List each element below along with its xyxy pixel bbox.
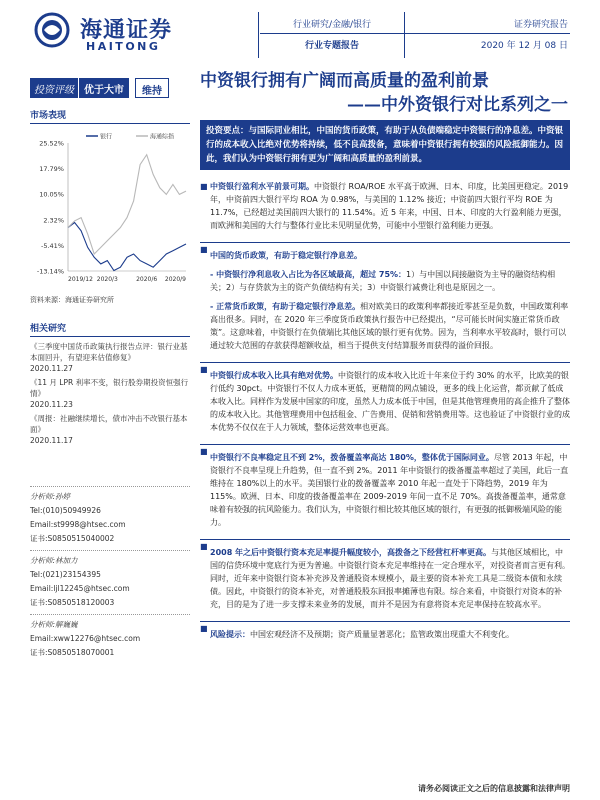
left-sidebar [30,108,190,660]
paragraph-heading: 中资银行盈利水平前景可期。 [210,182,314,191]
analyst-card [30,550,190,610]
analyst-email[interactable]: Email:ljl12245@htsec.com [30,584,130,593]
report-subtitle: ——中外资银行对比系列之一 [347,95,568,115]
paragraph-monetary-policy [200,242,570,352]
footer-disclaimer: 请务必阅读正文之后的信息披露和法律声明 [418,784,570,793]
analyst-cert: 证书:S0850518120003 [30,598,115,607]
series-line-海通综指 [68,155,186,254]
related-section-title: 相关研究 [30,321,190,337]
market-chart [30,129,190,291]
x-tick-label: 2019/12 [68,276,93,283]
y-tick-label: 25.52% [39,139,64,148]
market-chart-svg [30,129,190,291]
investment-rating [30,78,169,98]
related-item-title: 《周报：社融继续增长，债市冲击不改银行基本面》 [30,414,188,434]
header-report-block [481,17,568,51]
logo-english-name: HAITONG [86,40,161,53]
paragraph-body: 中国宏观经济不及预期；资产质量显著恶化；监管政策出现重大不利变化。 [250,630,514,639]
related-item-date: 2020.11.23 [30,400,73,409]
header-category: 行业研究/金融/银行 [292,20,372,30]
related-item[interactable] [30,413,190,446]
investment-summary: 投资要点：与国际同业相比，中国的货币政策，有助于从负债端稳定中资银行的净息差。中资银行的成本收入比绝对优势将持续，低不良高拨备，意味着中资银行拥有较强的风险抵御能力。因此，我们认为中资银行拥有更为广阔和高质量的盈利前景。 [200,120,570,170]
y-tick-label: 2.32% [43,216,64,225]
header-report-label: 证券研究报告 [513,20,568,30]
analyst-list [30,486,190,660]
analyst-card [30,614,190,660]
related-item[interactable] [30,377,190,410]
related-item-date: 2020.11.27 [30,364,73,373]
haitong-seal-logo [34,12,70,48]
analyst-card [30,486,190,546]
sub-point-body: 相对欧美日的政策利率都接近零甚至是负数，中国政策利率高出很多。同时，在 2020 年三季度货币政策执行报告中已经提出，“尽可能长时间实施正常货币政策”。这意味着，中资银行在负债端比其他区域的银行更有优势。因为，当利率水平较高时，银行可以通过较大范围的存款获得超额收益，相当于提供支付结算服务而获得的溢价回报。 [210,302,569,350]
paragraph-risk [200,621,570,641]
paragraph-heading: 中资银行不良率稳定且不到 2%，拨备覆盖率高达 180%，整体优于国际同业。 [210,453,494,462]
paragraph-heading: 中国的货币政策，有助于稳定银行净息差。 [210,251,362,260]
x-tick-label: 2020/6 [136,276,158,283]
header-date: 2020 年 12 月 08 日 [480,41,568,51]
bullet-icon: ■ [200,447,208,456]
sub-point-heading: - 正常货币政策，有助于稳定银行净息差。 [210,302,361,311]
paragraph-cost-income [200,362,570,434]
paragraph-npl [200,444,570,529]
y-tick-label: -13.14% [36,267,64,276]
header-divider [404,12,405,58]
analyst-tel: Tel:(021)23154395 [30,570,101,579]
analyst-name: 分析师:林加力 [30,556,78,565]
header-report-type: 行业专题报告 [304,41,359,51]
rating-direction: 维持 [135,78,169,98]
legend-label: 银行 [100,133,113,141]
bullet-icon: ■ [200,542,208,551]
analyst-email[interactable]: Email:xww12276@htsec.com [30,634,141,643]
bullet-icon: ■ [200,182,208,191]
analyst-tel: Tel:(010)50949926 [30,506,101,515]
y-tick-label: 10.05% [39,190,64,199]
paragraph-heading: 风险提示： [210,630,250,639]
related-item[interactable] [30,341,190,374]
logo-chinese-name: 海通证券 [80,17,173,43]
header-rule [260,33,570,34]
y-tick-label: 17.79% [39,165,64,174]
y-tick-label: -5.41% [41,241,64,250]
report-title: 中资银行拥有广阔而高质量的盈利前景 [200,71,489,91]
main-content [200,120,570,641]
rating-value: 优于大市 [78,78,129,98]
sub-point-heading: - 中资银行净利息收入占比为各区域最高，超过 75%： [210,270,407,279]
market-section-title: 市场表现 [30,108,190,124]
analyst-cert: 证书:S0850518070001 [30,648,115,657]
paragraph-body: 中资银行的成本收入比近十年来位于约 30% 的水平，比欧美的银行低约 30pct。中资银行不仅人力成本更低，更精简的网点铺设，更多的线上化运营，都贡献了低成本收入比。同样作为发展中国家的印度，虽然人力成本低于中国，但是其他管理费用的高企推升了整体的成本收入比。其他管理费用中包括租金、广告费用、促销和营销费用等。这也验证了中资银行业的成本优势不仅仅在于人力领域，整体运营效率也更高。 [210,371,570,432]
analyst-name: 分析师:解巍巍 [30,620,78,629]
sub-point [210,268,570,294]
analyst-email[interactable]: Email:st9998@htsec.com [30,520,126,529]
x-tick-label: 2020/9 [164,276,186,283]
analyst-cert: 证书:S0850515040002 [30,534,115,543]
paragraph-heading: 中资银行成本收入比具有绝对优势。 [210,371,338,380]
paragraph-profitability [200,180,570,232]
sub-point [210,300,570,352]
bullet-icon: ■ [200,365,208,374]
rating-label: 投资评级 [30,78,78,98]
paragraph-body: 中资银行 ROA/ROE 水平高于欧洲、日本、印度，比美国更稳定。2019 年，中资前四大银行平均 ROA 为 0.98%，与美国的 1.12% 接近；中资前四大银行平均 ROE 为 11.7%，已经超过美国前四大银行的 11.54%。近 5 年来，中国、日本、印度的大行盈利能力更强，而欧洲和美国的大行与整体行业比未见明显优势，可能中小型银行盈利能力更强。 [210,182,569,230]
related-research [30,321,190,446]
paragraph-heading: 2008 年之后中资银行资本充足率提升幅度较小，高拨备之下经营杠杆率更高。 [210,548,492,557]
paragraph-capital [200,539,570,611]
related-item-date: 2020.11.17 [30,436,73,445]
related-item-title: 《11 月 LPR 利率不变，银行股券期投资恒强行情》 [30,378,189,398]
bullet-icon: ■ [200,245,208,254]
analyst-name: 分析师:孙婷 [30,492,71,501]
sub-point-body: 1）与中国以间接融资为主导的融资结构相关；2）与存贷款为主的资产负债结构有关；3）中资银行减费让利也是原因之一。 [210,270,556,292]
header-divider [258,12,259,58]
chart-source: 资料来源：海通证券研究所 [30,296,114,304]
paragraph-body: 尽管 2013 年起，中资银行不良率呈现上升趋势，但一直不到 2%。2011 年中资银行的拨备覆盖率超过了美国，此后一直维持在 180%以上的水平。美国银行业的拨备覆盖率 2010 年起一直处于下降趋势，2019 年为 115%。欧洲、日本、印度的拨备覆盖率在 2009-2019 年间一直不足 70%。高拨备覆盖率，通常意味着有较强的抗风险能力。我们认为，中资银行相比较其他区域的银行，有更强的抵御极端风险的能力。 [210,453,569,527]
bullet-icon: ■ [200,624,208,633]
header-category-block [262,17,402,51]
x-tick-label: 2020/3 [96,276,118,283]
paragraph-body: 与其他区域相比，中国的信贷环境中宽底行为更为普遍。中资银行资本充足率维持在一定合理水平，对投资者而言更有利。同时，近年来中资银行资本补充涉及普通股资本规模小，最主要的资本补充工具是二级资本债和永续债。因此，中资银行的资本补充，对普通股股东回报率摊薄也有限。综合来看，中资银行对资本的补充，目的是为了进一步支撑未来业务的发展，而并不是因为有意将资本充足率保持在较高水平。 [210,548,570,609]
related-item-title: 《三季度中国货币政策执行报告点评：银行业基本面回升，有望迎来估值修复》 [30,342,188,362]
legend-label: 海通综指 [150,133,175,141]
